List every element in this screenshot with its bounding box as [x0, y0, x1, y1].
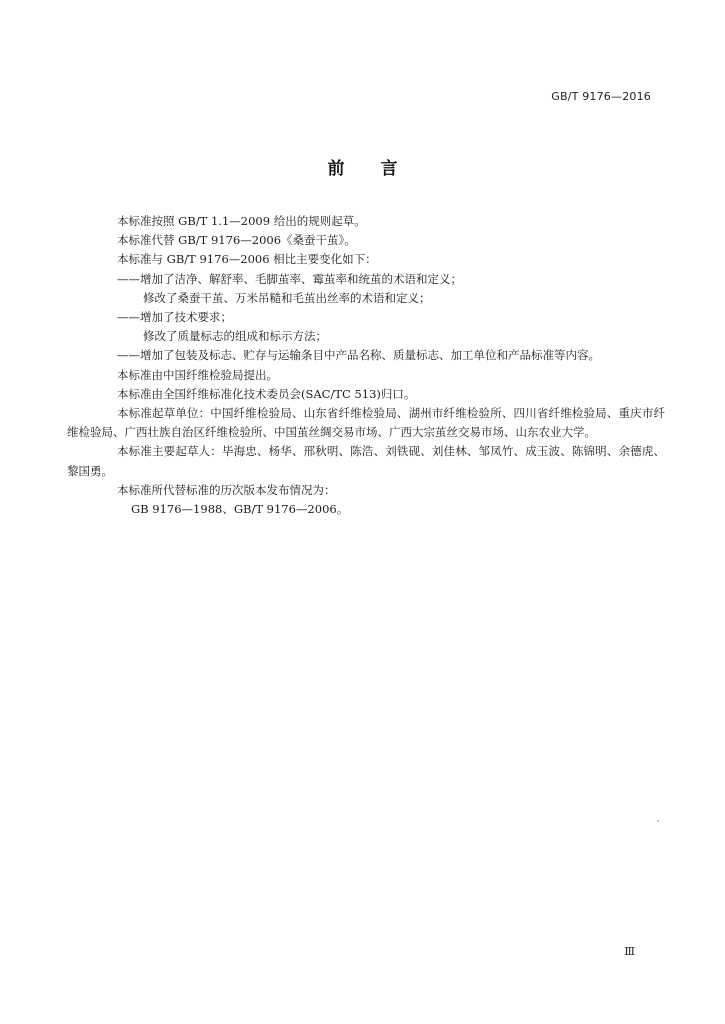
para-history-intro: 本标准所代替标准的历次版本发布情况为：	[117, 482, 336, 497]
para-history-versions: GB 9176—1988、GB/T 9176—2006。	[131, 502, 349, 517]
para-drafting-rules: 本标准按照 GB/T 1.1—2009 给出的规则起草。	[117, 214, 366, 228]
para-replaces: 本标准代替 GB/T 9176—2006《桑蚕干茧》。	[117, 233, 356, 248]
change-item-1b: 修改了桑蚕干茧、万米吊糙和毛茧出丝率的术语和定义；	[143, 290, 431, 305]
change-item-1: ——增加了洁净、解舒率、毛脚茧率、霉茧率和统茧的术语和定义；	[117, 271, 462, 286]
title-char-1: 前	[327, 159, 345, 179]
para-technical-committee: 本标准由全国纤维标准化技术委员会(SAC/TC 513)归口。	[117, 386, 416, 401]
page-number: Ⅲ	[624, 945, 635, 958]
change-item-2: ——增加了技术要求；	[117, 310, 232, 325]
foreword-body	[67, 212, 665, 519]
para-drafting-units: 本标准起草单位：中国纤维检验局、山东省纤维检验局、湖州市纤维检验所、四川省纤维检验局、重庆市纤维检验局、广西壮族自治区纤维检验所、中国茧丝绸交易市场、广西大宗茧丝交易市场、山东农业大学。	[67, 406, 665, 440]
title-char-2: 言	[380, 159, 398, 179]
standard-number: GB/T 9176—2016	[551, 90, 651, 103]
para-proposed-by: 本标准由中国纤维检验局提出。	[117, 367, 278, 382]
para-main-drafters: 本标准主要起草人：毕海忠、杨华、邢秋明、陈浩、刘铁砚、刘佳林、邹凤竹、成玉波、陈锦明、余德虎、黎国勇。	[67, 444, 665, 478]
section-title	[0, 154, 725, 179]
para-changes-intro: 本标准与 GB/T 9176—2006 相比主要变化如下：	[117, 252, 377, 267]
change-item-2b: 修改了质量标志的组成和标示方法；	[143, 329, 327, 344]
change-item-3: ——增加了包装及标志、贮存与运输条目中产品名称、质量标志、加工单位和产品标准等内容。	[117, 348, 600, 363]
scan-speck	[657, 820, 659, 822]
